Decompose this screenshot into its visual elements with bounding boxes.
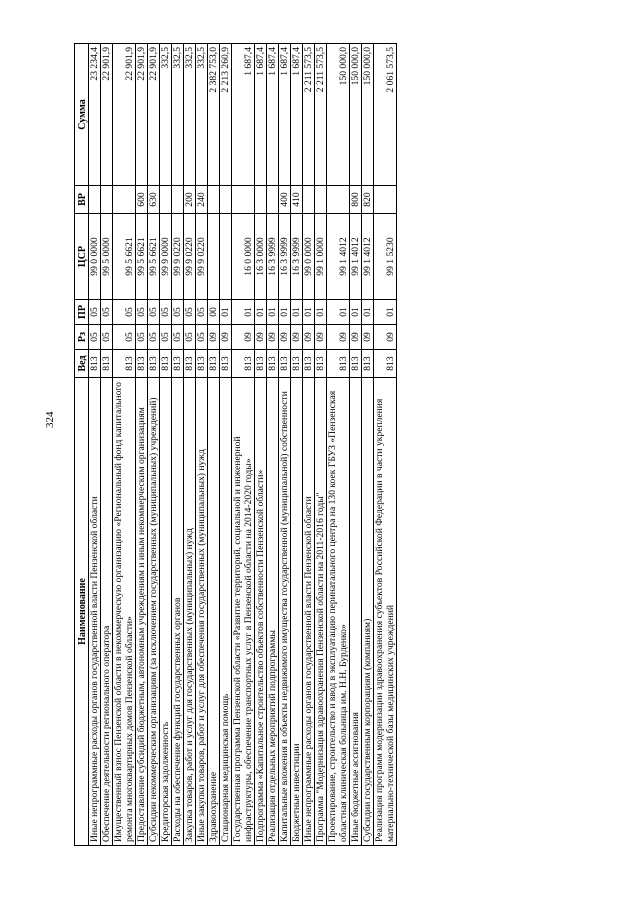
cell-name: Иные бюджетные ассигнования xyxy=(350,378,362,846)
cell-sum: 23 234,4 xyxy=(89,44,101,186)
cell-pr: 01 xyxy=(232,300,255,325)
cell-name: Государственная программа Пензенской области «Развитие территорий, социальной и инженерной инфраструктуры, обеспечение транспортных услуг в Пензенской области на 2014-2020 годы» xyxy=(232,378,255,846)
budget-table-page xyxy=(74,44,564,846)
cell-sum: 1 687,4 xyxy=(279,44,291,186)
cell-name: Субсидии государственным корпорациям (компаниям) xyxy=(362,378,374,846)
cell-sum: 332,5 xyxy=(172,44,184,186)
cell-pr: 01 xyxy=(350,300,362,325)
cell-csr: 99 5 6621 xyxy=(148,214,160,300)
cell-name: Бюджетные инвестиции xyxy=(291,378,303,846)
cell-csr: 16 3 9999 xyxy=(267,214,279,300)
cell-sum: 150 000,0 xyxy=(327,44,350,186)
table-row xyxy=(172,44,184,846)
cell-vr xyxy=(101,186,113,214)
cell-vr: 630 xyxy=(148,186,160,214)
cell-ved: 813 xyxy=(315,350,327,378)
cell-vr: 800 xyxy=(350,186,362,214)
cell-sum: 332,5 xyxy=(184,44,196,186)
cell-pr: 05 xyxy=(160,300,172,325)
cell-ved: 813 xyxy=(232,350,255,378)
cell-pr: 05 xyxy=(196,300,208,325)
cell-csr: 99 0 0000 xyxy=(89,214,101,300)
cell-csr: 99 9 0220 xyxy=(196,214,208,300)
cell-name: Здравоохранение xyxy=(208,378,220,846)
cell-rz: 09 xyxy=(232,325,255,350)
cell-vr xyxy=(267,186,279,214)
cell-pr: 01 xyxy=(374,300,397,325)
cell-csr: 16 0 0000 xyxy=(232,214,255,300)
cell-name: Предоставление субсидий бюджетным, автономным учреждениям и иным некоммерческим организациям xyxy=(136,378,148,846)
cell-pr: 01 xyxy=(327,300,350,325)
cell-rz: 09 xyxy=(350,325,362,350)
cell-sum: 2 211 573,5 xyxy=(303,44,315,186)
cell-rz: 09 xyxy=(315,325,327,350)
cell-ved: 813 xyxy=(208,350,220,378)
table-row xyxy=(208,44,220,846)
cell-ved: 813 xyxy=(184,350,196,378)
cell-name: Проектирование, строительство и ввод в эксплуатацию перинатального центра на 130 коек ГБУЗ «Пензенская областная клиническая больница им. Н.Н. Бурденко» xyxy=(327,378,350,846)
header-csr: ЦСР xyxy=(75,214,89,300)
cell-rz: 09 xyxy=(220,325,232,350)
cell-vr xyxy=(208,186,220,214)
cell-name: Реализация отдельных мероприятий подпрограммы xyxy=(267,378,279,846)
cell-vr xyxy=(303,186,315,214)
cell-ved: 813 xyxy=(113,350,136,378)
cell-csr: 99 9 0220 xyxy=(184,214,196,300)
table-row xyxy=(101,44,113,846)
cell-ved: 813 xyxy=(172,350,184,378)
cell-pr: 05 xyxy=(89,300,101,325)
cell-vr: 400 xyxy=(279,186,291,214)
cell-ved: 813 xyxy=(303,350,315,378)
cell-csr: 99 1 4012 xyxy=(350,214,362,300)
cell-rz: 05 xyxy=(136,325,148,350)
header-ved: Вед xyxy=(75,350,89,378)
cell-csr: 16 3 9999 xyxy=(291,214,303,300)
table-row xyxy=(148,44,160,846)
cell-vr xyxy=(113,186,136,214)
cell-csr: 99 1 4012 xyxy=(362,214,374,300)
cell-ved: 813 xyxy=(148,350,160,378)
cell-rz: 09 xyxy=(279,325,291,350)
cell-rz: 09 xyxy=(208,325,220,350)
table-row xyxy=(291,44,303,846)
cell-name: Иные непрограммные расходы органов государственной власти Пензенской области xyxy=(89,378,101,846)
cell-name: Реализация программ модернизации здравоохранения субъектов Российской Федерации в части укрепления материально-технической базы медицинских учреждений xyxy=(374,378,397,846)
table-row xyxy=(362,44,374,846)
cell-rz: 05 xyxy=(172,325,184,350)
cell-csr: 99 5 6621 xyxy=(136,214,148,300)
header-vr: ВР xyxy=(75,186,89,214)
table-row xyxy=(255,44,267,846)
table-row xyxy=(374,44,397,846)
cell-rz: 05 xyxy=(101,325,113,350)
cell-pr: 01 xyxy=(255,300,267,325)
cell-pr: 05 xyxy=(113,300,136,325)
header-pr: ПР xyxy=(75,300,89,325)
cell-ved: 813 xyxy=(160,350,172,378)
cell-rz: 05 xyxy=(89,325,101,350)
cell-vr xyxy=(255,186,267,214)
cell-rz: 09 xyxy=(303,325,315,350)
cell-name: Подпрограмма «Капитальное строительство объектов собственности Пензенской области» xyxy=(255,378,267,846)
cell-rz: 09 xyxy=(267,325,279,350)
cell-ved: 813 xyxy=(327,350,350,378)
cell-vr xyxy=(172,186,184,214)
table-row xyxy=(327,44,350,846)
cell-name: Иные непрограммные расходы органов государственной власти Пензенской области xyxy=(303,378,315,846)
cell-sum: 332,5 xyxy=(160,44,172,186)
header-rz: Рз xyxy=(75,325,89,350)
cell-ved: 813 xyxy=(267,350,279,378)
cell-vr: 200 xyxy=(184,186,196,214)
cell-name: Капитальные вложения в объекты недвижимого имущества государственной (муниципальной) собственности xyxy=(279,378,291,846)
cell-vr: 600 xyxy=(136,186,148,214)
table-row xyxy=(220,44,232,846)
table-row xyxy=(315,44,327,846)
cell-vr xyxy=(374,186,397,214)
cell-ved: 813 xyxy=(196,350,208,378)
cell-sum: 1 687,4 xyxy=(291,44,303,186)
cell-pr: 05 xyxy=(101,300,113,325)
cell-name: Субсидии некоммерческим организациям (за исключением государственных (муниципальных) учреждений) xyxy=(148,378,160,846)
cell-sum: 2 382 753,0 xyxy=(208,44,220,186)
cell-vr xyxy=(315,186,327,214)
cell-sum: 1 687,4 xyxy=(255,44,267,186)
cell-pr: 01 xyxy=(303,300,315,325)
cell-csr: 99 0 0000 xyxy=(303,214,315,300)
cell-name: Расходы на обеспечение функций государственных органов xyxy=(172,378,184,846)
cell-rz: 09 xyxy=(362,325,374,350)
table-row xyxy=(89,44,101,846)
cell-csr: 99 1 5230 xyxy=(374,214,397,300)
cell-name: Имущественный взнос Пензенской области в некоммерческую организацию «Региональный фонд капитального ремонта многоквартирных домов Пензенской области» xyxy=(113,378,136,846)
table-header-row xyxy=(75,44,89,846)
cell-name: Обеспечение деятельности регионального оператора xyxy=(101,378,113,846)
cell-pr: 01 xyxy=(291,300,303,325)
cell-ved: 813 xyxy=(220,350,232,378)
cell-pr: 05 xyxy=(184,300,196,325)
cell-sum: 22 901,9 xyxy=(136,44,148,186)
cell-sum: 2 211 573,5 xyxy=(315,44,327,186)
cell-ved: 813 xyxy=(255,350,267,378)
cell-pr: 05 xyxy=(148,300,160,325)
table-row xyxy=(160,44,172,846)
cell-sum: 22 901,9 xyxy=(101,44,113,186)
cell-csr: 99 5 0000 xyxy=(101,214,113,300)
cell-vr xyxy=(327,186,350,214)
table-row xyxy=(350,44,362,846)
table-row xyxy=(196,44,208,846)
table-row xyxy=(232,44,255,846)
cell-vr xyxy=(220,186,232,214)
cell-ved: 813 xyxy=(374,350,397,378)
cell-csr: 99 1 0000 xyxy=(315,214,327,300)
cell-rz: 09 xyxy=(374,325,397,350)
cell-pr: 05 xyxy=(136,300,148,325)
cell-name: Стационарная медицинская помощь xyxy=(220,378,232,846)
table-row xyxy=(113,44,136,846)
cell-pr: 00 xyxy=(208,300,220,325)
table-row xyxy=(303,44,315,846)
table-row xyxy=(136,44,148,846)
cell-pr: 01 xyxy=(267,300,279,325)
cell-ved: 813 xyxy=(362,350,374,378)
cell-ved: 813 xyxy=(89,350,101,378)
cell-ved: 813 xyxy=(101,350,113,378)
cell-vr: 820 xyxy=(362,186,374,214)
cell-rz: 05 xyxy=(148,325,160,350)
cell-name: Программа "Модернизация здравоохранения Пензенской области на 2011-2016 годы" xyxy=(315,378,327,846)
cell-ved: 813 xyxy=(291,350,303,378)
table-row xyxy=(267,44,279,846)
table-row xyxy=(184,44,196,846)
budget-table xyxy=(74,43,397,846)
cell-rz: 09 xyxy=(327,325,350,350)
cell-pr: 01 xyxy=(362,300,374,325)
cell-sum: 150 000,0 xyxy=(350,44,362,186)
table-row xyxy=(279,44,291,846)
cell-csr xyxy=(208,214,220,300)
table-body xyxy=(89,44,397,846)
cell-vr xyxy=(160,186,172,214)
cell-rz: 09 xyxy=(291,325,303,350)
cell-ved: 813 xyxy=(279,350,291,378)
cell-pr: 05 xyxy=(172,300,184,325)
cell-rz: 05 xyxy=(196,325,208,350)
cell-sum: 22 901,9 xyxy=(148,44,160,186)
page-number: 324 xyxy=(44,411,56,428)
cell-sum: 1 687,4 xyxy=(267,44,279,186)
cell-sum: 332,5 xyxy=(196,44,208,186)
cell-rz: 05 xyxy=(184,325,196,350)
cell-vr xyxy=(89,186,101,214)
cell-ved: 813 xyxy=(350,350,362,378)
cell-vr xyxy=(232,186,255,214)
cell-pr: 01 xyxy=(315,300,327,325)
header-name: Наименование xyxy=(75,378,89,846)
header-sum: Сумма xyxy=(75,44,89,186)
cell-name: Иные закупки товаров, работ и услуг для обеспечения государственных (муниципальных) нужд xyxy=(196,378,208,846)
cell-rz: 09 xyxy=(255,325,267,350)
cell-csr: 99 5 6621 xyxy=(113,214,136,300)
cell-csr: 99 1 4012 xyxy=(327,214,350,300)
cell-sum: 22 901,9 xyxy=(113,44,136,186)
cell-ved: 813 xyxy=(136,350,148,378)
cell-name: Закупка товаров, работ и услуг для государственных (муниципальных) нужд xyxy=(184,378,196,846)
cell-vr: 410 xyxy=(291,186,303,214)
cell-vr: 240 xyxy=(196,186,208,214)
cell-name: Кредиторская задолженность xyxy=(160,378,172,846)
cell-rz: 05 xyxy=(160,325,172,350)
cell-csr: 16 3 0000 xyxy=(255,214,267,300)
cell-sum: 2 061 573,5 xyxy=(374,44,397,186)
cell-sum: 2 213 260,9 xyxy=(220,44,232,186)
cell-csr xyxy=(220,214,232,300)
cell-pr: 01 xyxy=(220,300,232,325)
cell-sum: 1 687,4 xyxy=(232,44,255,186)
cell-sum: 150 000,0 xyxy=(362,44,374,186)
cell-csr: 99 9 0000 xyxy=(160,214,172,300)
cell-rz: 05 xyxy=(113,325,136,350)
cell-csr: 99 9 0220 xyxy=(172,214,184,300)
cell-csr: 16 3 9999 xyxy=(279,214,291,300)
cell-pr: 01 xyxy=(279,300,291,325)
